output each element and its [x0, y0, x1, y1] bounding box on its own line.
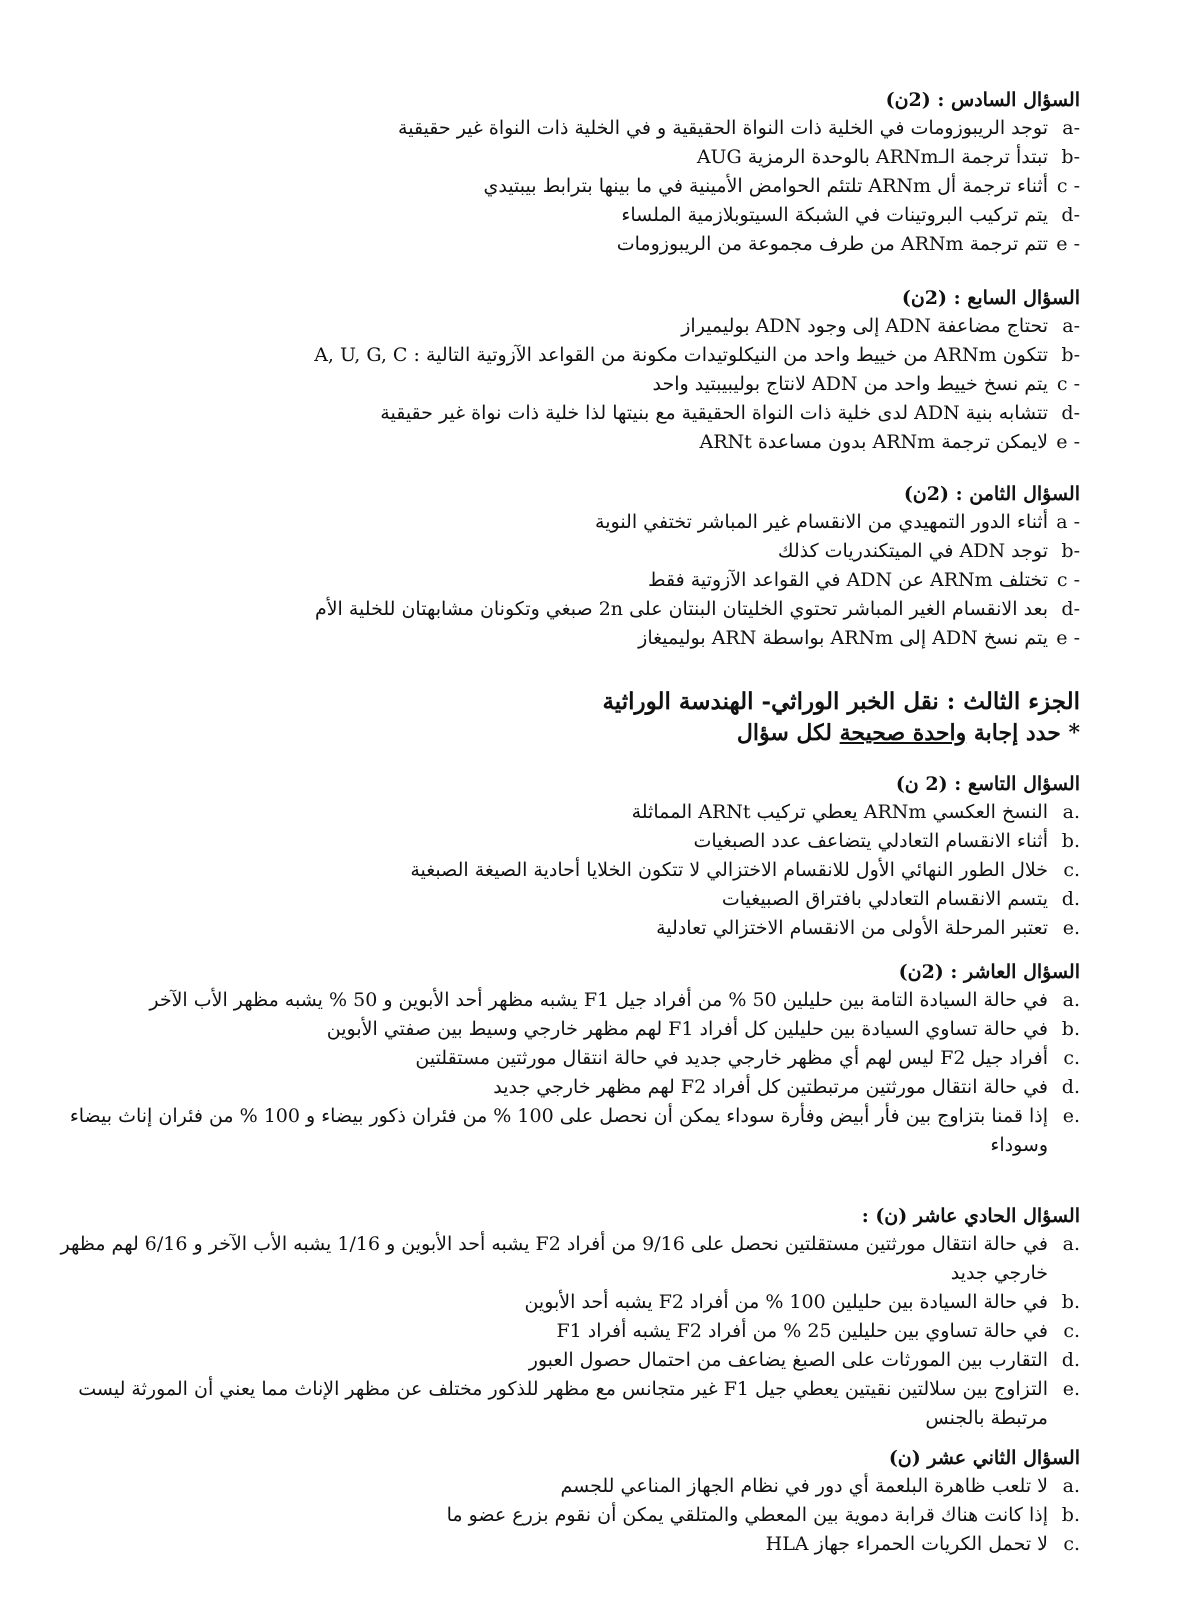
- choice-text: لايمكن ترجمة ARNm بدون مساعدة ARNt: [699, 431, 1048, 453]
- question-8: [40, 480, 1080, 653]
- choice-item: [40, 885, 1080, 914]
- choice-item: [40, 624, 1080, 653]
- choice-label: d.: [1061, 888, 1080, 910]
- choice-item: [40, 856, 1080, 885]
- choice-item: [40, 201, 1080, 230]
- choice-text: في حالة تساوي السيادة بين حليلين كل أفراد F1 لهم مظهر خارجي وسيط بين صفتي الأبوين: [326, 1018, 1048, 1040]
- choice-item: [40, 827, 1080, 856]
- choice-item: [40, 1044, 1080, 1073]
- choice-label: e -: [1056, 431, 1080, 453]
- choice-item: [40, 1288, 1080, 1317]
- choice-label: b-: [1061, 344, 1080, 366]
- choice-item: [40, 312, 1080, 341]
- choice-label: c -: [1056, 175, 1080, 197]
- choice-item: [40, 1346, 1080, 1375]
- choice-text: في حالة السيادة التامة بين حليلين 50 % من أفراد جيل F1 يشبه مظهر أحد الأبوين و 50 % يشبه مظهر الأب الآخر: [149, 989, 1048, 1011]
- choice-label: a.: [1062, 1475, 1080, 1497]
- choice-text: لا تحمل الكريات الحمراء جهاز HLA: [765, 1533, 1048, 1555]
- choice-text: تختلف ARNm عن ADN في القواعد الآزوتية فقط: [647, 569, 1048, 591]
- choice-label: b-: [1061, 540, 1080, 562]
- choice-item: [40, 595, 1080, 624]
- choice-label: a.: [1062, 989, 1080, 1011]
- choice-label: c.: [1063, 1533, 1080, 1555]
- choice-text: أثناء ترجمة أل ARNm تلتئم الحوامض الأمينية في ما بينها بترابط بيبتيدي: [483, 175, 1048, 197]
- choice-text: في حالة تساوي بين حليلين 25 % من أفراد F2 يشبه أفراد F1: [556, 1320, 1048, 1342]
- choice-label: b-: [1061, 146, 1080, 168]
- choice-text: تعتبر المرحلة الأولى من الانقسام الاختزالي تعادلية: [656, 917, 1048, 939]
- choice-label: e.: [1062, 1105, 1080, 1127]
- question-title: السؤال الحادي عاشر (ن) :: [861, 1205, 1080, 1227]
- choice-text: النسخ العكسي ARNm يعطي تركيب ARNt المماثلة: [631, 801, 1048, 823]
- choice-item: [40, 1073, 1080, 1102]
- choice-text: لا تلعب ظاهرة البلعمة أي دور في نظام الجهاز المناعي للجسم: [560, 1475, 1048, 1497]
- instruction-text-a: حدد إجابة: [973, 720, 1061, 746]
- choice-text: خلال الطور النهائي الأول للانقسام الاختزالي لا تتكون الخلايا أحادية الصيغة الصبغية: [410, 859, 1048, 881]
- question-12: [40, 1444, 1080, 1559]
- instruction: [40, 718, 1080, 748]
- question-7: [40, 284, 1080, 457]
- choice-item: [40, 566, 1080, 595]
- choice-label: a.: [1062, 801, 1080, 823]
- choice-text: توجد ADN في الميتكندريات كذلك: [777, 540, 1048, 562]
- choice-label: e.: [1062, 1378, 1080, 1400]
- choice-item: [40, 114, 1080, 143]
- choice-label: b.: [1061, 1504, 1080, 1526]
- choice-label: e -: [1056, 233, 1080, 255]
- choice-item: [40, 1102, 1080, 1160]
- choice-label: a -: [1056, 511, 1080, 533]
- choice-label: c -: [1056, 373, 1080, 395]
- choice-label: d.: [1061, 1349, 1080, 1371]
- choice-text: تتم ترجمة ARNm من طرف مجموعة من الريبوزومات: [616, 233, 1048, 255]
- choice-text: أفراد جيل F2 ليس لهم أي مظهر خارجي جديد في حالة انتقال مورثتين مستقلتين: [415, 1047, 1048, 1069]
- choice-item: [40, 537, 1080, 566]
- choice-text: بعد الانقسام الغير المباشر تحتوي الخليتان البنتان على 2n صبغي وتكونان مشابهتان للخلية الأم: [314, 598, 1048, 620]
- choice-item: [40, 508, 1080, 537]
- choice-item: [40, 1501, 1080, 1530]
- choice-text: تتشابه بنية ADN لدى خلية ذات النواة الحقيقية مع بنيتها لذا خلية ذات نواة غير حقيقية: [380, 402, 1048, 424]
- choice-label: e -: [1056, 627, 1080, 649]
- choice-text: تحتاج مضاعفة ADN إلى وجود ADN بوليميراز: [681, 315, 1048, 337]
- choice-text: يتم تركيب البروتينات في الشبكة السيتوبلازمية الملساء: [621, 204, 1048, 226]
- question-title: السؤال السابع : (2ن): [901, 287, 1080, 309]
- question-title: السؤال السادس : (2ن): [885, 89, 1080, 111]
- choice-text: توجد الريبوزومات في الخلية ذات النواة الحقيقية و في الخلية ذات النواة غير حقيقية: [398, 117, 1048, 139]
- choice-text: إذا قمنا بتزاوج بين فأر أبيض وفأرة سوداء يمكن أن نحصل على 100 % من فئران ذكور بيضاء و 100 % من فئران إناث بيضاء وسوداء: [69, 1105, 1048, 1156]
- question-title: السؤال العاشر : (2ن): [898, 961, 1080, 983]
- choice-label: d-: [1061, 598, 1080, 620]
- choice-label: a-: [1062, 117, 1080, 139]
- choice-text: يتسم الانقسام التعادلي بافتراق الصبيغيات: [721, 888, 1048, 910]
- instruction-text-b: لكل سؤال: [736, 720, 832, 746]
- choice-text: التقارب بين المورثات على الصبغ يضاعف من احتمال حصول العبور: [528, 1349, 1048, 1371]
- instruction-star: *: [1068, 720, 1080, 746]
- choice-label: d.: [1061, 1076, 1080, 1098]
- choice-label: b.: [1061, 1018, 1080, 1040]
- choice-label: c.: [1063, 1320, 1080, 1342]
- choice-text: إذا كانت هناك قرابة دموية بين المعطي والمتلقي يمكن أن نقوم بزرع عضو ما: [446, 1504, 1048, 1526]
- choice-label: b.: [1061, 1291, 1080, 1313]
- choice-item: [40, 1230, 1080, 1288]
- question-9: [40, 770, 1080, 943]
- question-11: [40, 1202, 1080, 1433]
- choice-text: أثناء الانقسام التعادلي يتضاعف عدد الصبغيات: [693, 830, 1048, 852]
- choice-item: [40, 230, 1080, 259]
- choice-label: a-: [1062, 315, 1080, 337]
- choice-item: [40, 428, 1080, 457]
- choice-item: [40, 986, 1080, 1015]
- choice-text: في حالة انتقال مورثتين مرتبطتين كل أفراد F2 لهم مظهر خارجي جديد: [493, 1076, 1048, 1098]
- choice-label: a.: [1062, 1233, 1080, 1255]
- question-6: [40, 86, 1080, 259]
- question-10: [40, 958, 1080, 1160]
- choice-text: تتكون ARNm من خييط واحد من النيكلوتيدات مكونة من القواعد الآزوتية التالية : A, U, G, C: [314, 344, 1048, 366]
- part-title: الجزء الثالث : نقل الخبر الوراثي- الهندسة الوراثية: [602, 688, 1080, 715]
- question-title: السؤال الثاني عشر (ن): [888, 1447, 1080, 1469]
- choice-text: تبتدأ ترجمة الـARNm بالوحدة الرمزية AUG: [696, 146, 1048, 168]
- question-title: السؤال التاسع : (2 ن): [895, 773, 1080, 795]
- choice-label: c.: [1063, 859, 1080, 881]
- choice-text: في حالة انتقال مورثتين مستقلتين نحصل على 9/16 من أفراد F2 يشبه أحد الأبوين و 1/16 يشبه الأب الآخر و 6/16 لهم مظهر خارجي جديد: [60, 1233, 1048, 1284]
- instruction-underlined: واحدة صحيحة: [839, 720, 967, 746]
- choice-item: [40, 341, 1080, 370]
- choice-item: [40, 1375, 1080, 1433]
- choice-item: [40, 172, 1080, 201]
- choice-item: [40, 1317, 1080, 1346]
- question-title: السؤال الثامن : (2ن): [903, 483, 1080, 505]
- choice-label: c.: [1063, 1047, 1080, 1069]
- choice-item: [40, 1472, 1080, 1501]
- choice-item: [40, 1530, 1080, 1559]
- choice-text: التزاوج بين سلالتين نقيتين يعطي جيل F1 غير متجانس مع مظهر للذكور مختلف عن مظهر الإناث مما يعني أن المورثة ليست مرتبطة بالجنس: [78, 1378, 1048, 1429]
- choice-item: [40, 914, 1080, 943]
- choice-label: b.: [1061, 830, 1080, 852]
- part-3-heading: [40, 686, 1080, 748]
- choice-item: [40, 1015, 1080, 1044]
- choice-label: d-: [1061, 402, 1080, 424]
- choice-text: أثناء الدور التمهيدي من الانقسام غير المباشر تختفي النوية: [595, 511, 1048, 533]
- choice-label: c -: [1056, 569, 1080, 591]
- choice-text: يتم نسخ خييط واحد من ADN لانتاج بوليبيبتيد واحد: [652, 373, 1048, 395]
- choice-item: [40, 399, 1080, 428]
- choice-item: [40, 798, 1080, 827]
- choice-text: يتم نسخ ADN إلى ARNm بواسطة ARN بوليميغاز: [638, 627, 1048, 649]
- choice-label: d-: [1061, 204, 1080, 226]
- choice-item: [40, 143, 1080, 172]
- choice-text: في حالة السيادة بين حليلين 100 % من أفراد F2 يشبه أحد الأبوين: [524, 1291, 1048, 1313]
- choice-label: e.: [1062, 917, 1080, 939]
- choice-item: [40, 370, 1080, 399]
